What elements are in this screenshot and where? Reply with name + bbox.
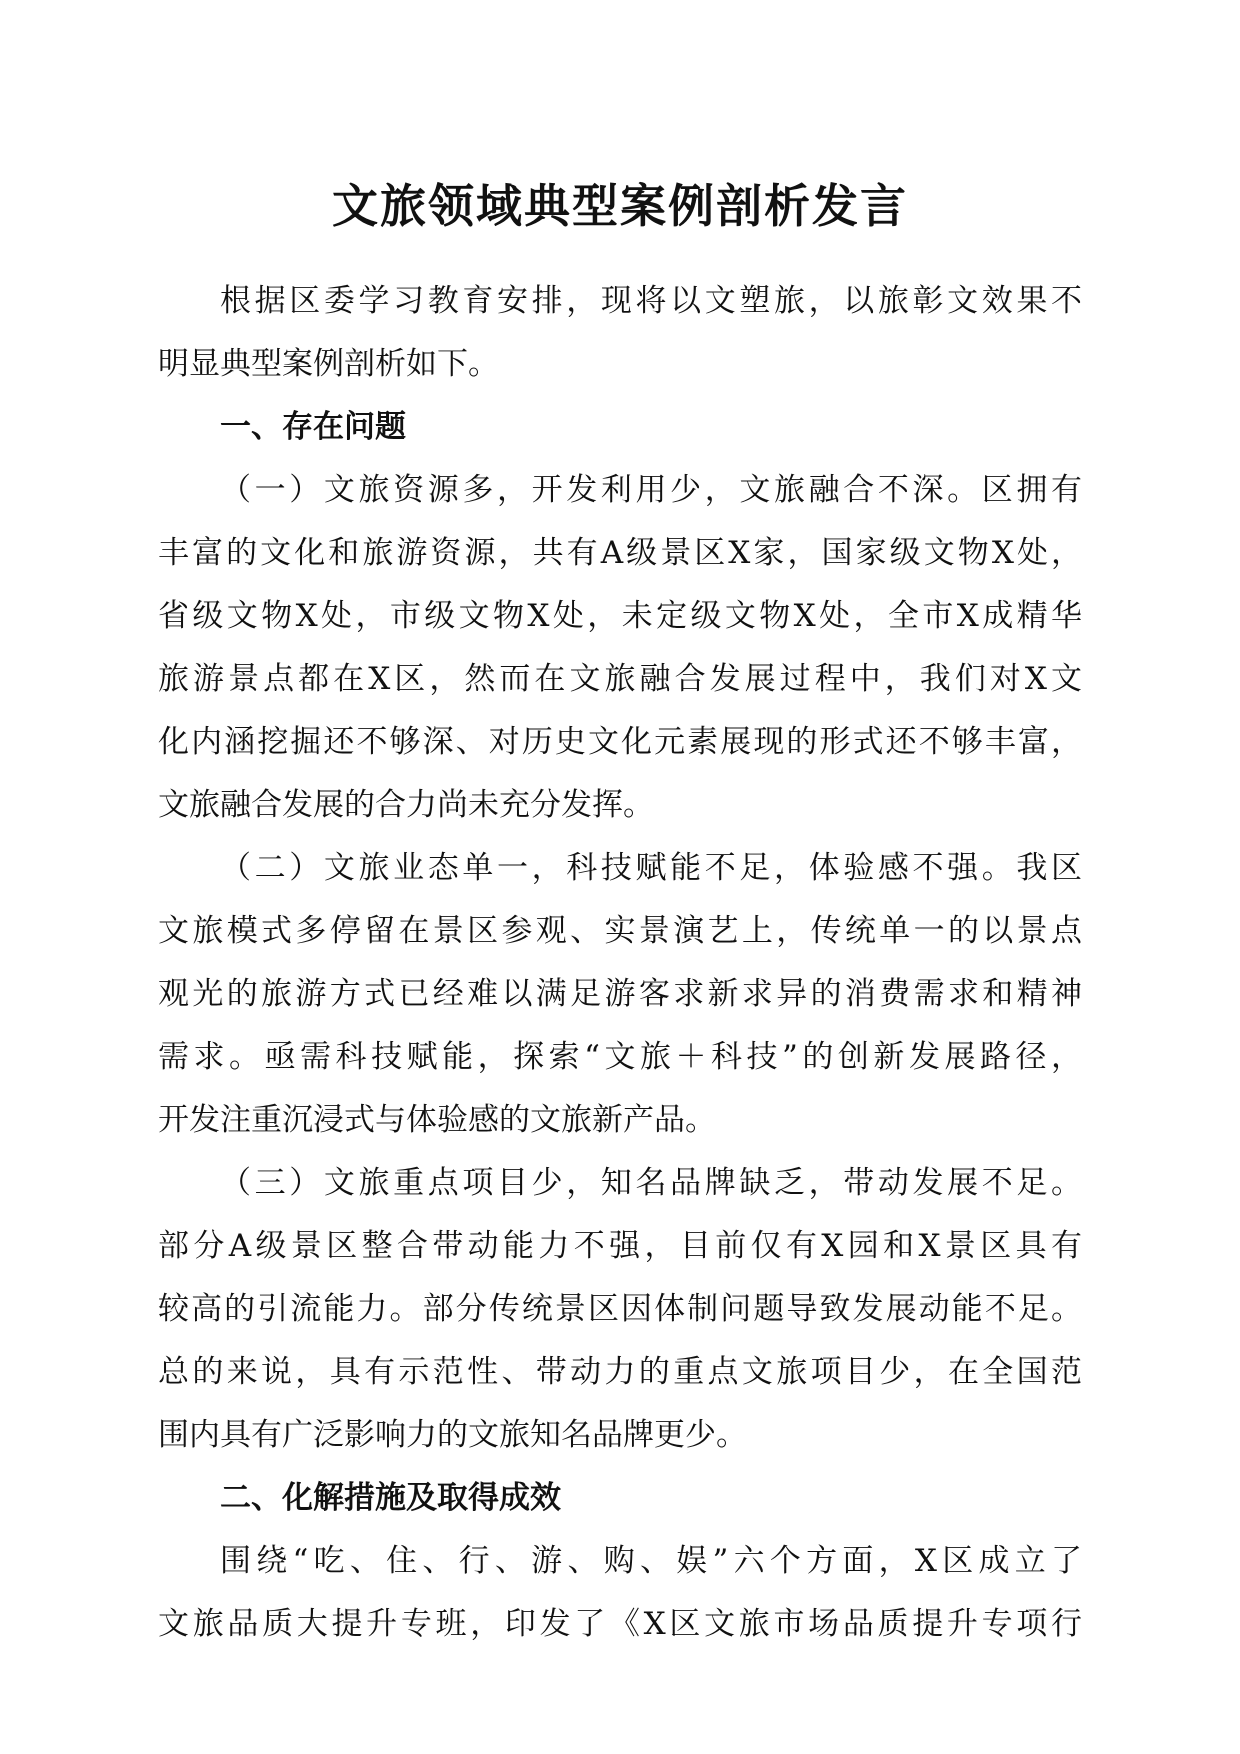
paragraph-line: 化内涵挖掘还不够深、对历史文化元素展现的形式还不够丰富， [158,724,1082,760]
paragraph-line: 文旅融合发展的合力尚未充分发挥。 [158,787,654,823]
document-title: 文旅领域典型案例剖析发言 [332,179,908,233]
paragraph-line: 围绕“吃、住、行、游、购、娱”六个方面，X区成立了 [220,1543,1082,1579]
paragraph-line: 明显典型案例剖析如下。 [158,346,499,382]
paragraph-line: 文旅品质大提升专班，印发了《X区文旅市场品质提升专项行 [158,1606,1082,1642]
paragraph-line: 总的来说，具有示范性、带动力的重点文旅项目少，在全国范 [158,1354,1082,1390]
paragraph-line: （一）文旅资源多，开发利用少，文旅融合不深。区拥有 [220,472,1082,508]
section-heading: 一、存在问题 [220,409,406,445]
paragraph-line: 围内具有广泛影响力的文旅知名品牌更少。 [158,1417,747,1453]
paragraph-line: 根据区委学习教育安排，现将以文塑旅，以旅彰文效果不 [220,283,1082,319]
document-body [158,270,1082,1656]
paragraph-line: （二）文旅业态单一，科技赋能不足，体验感不强。我区 [220,850,1082,886]
paragraph-line: 旅游景点都在X区，然而在文旅融合发展过程中，我们对X文 [158,661,1082,697]
paragraph-line: 省级文物X处，市级文物X处，未定级文物X处，全市X成精华 [158,598,1082,634]
paragraph-line: 观光的旅游方式已经难以满足游客求新求异的消费需求和精神 [158,976,1082,1012]
paragraph-line: 开发注重沉浸式与体验感的文旅新产品。 [158,1102,716,1138]
section-heading: 二、化解措施及取得成效 [220,1480,561,1516]
paragraph-line: （三）文旅重点项目少，知名品牌缺乏，带动发展不足。 [220,1165,1082,1201]
paragraph-line: 文旅模式多停留在景区参观、实景演艺上，传统单一的以景点 [158,913,1082,949]
paragraph-line: 部分A级景区整合带动能力不强，目前仅有X园和X景区具有 [158,1228,1082,1264]
paragraph-line: 较高的引流能力。部分传统景区因体制问题导致发展动能不足。 [158,1291,1082,1327]
paragraph-line: 需求。亟需科技赋能，探索“文旅＋科技”的创新发展路径， [158,1039,1082,1075]
paragraph-line: 丰富的文化和旅游资源，共有A级景区X家，国家级文物X处， [158,535,1082,571]
